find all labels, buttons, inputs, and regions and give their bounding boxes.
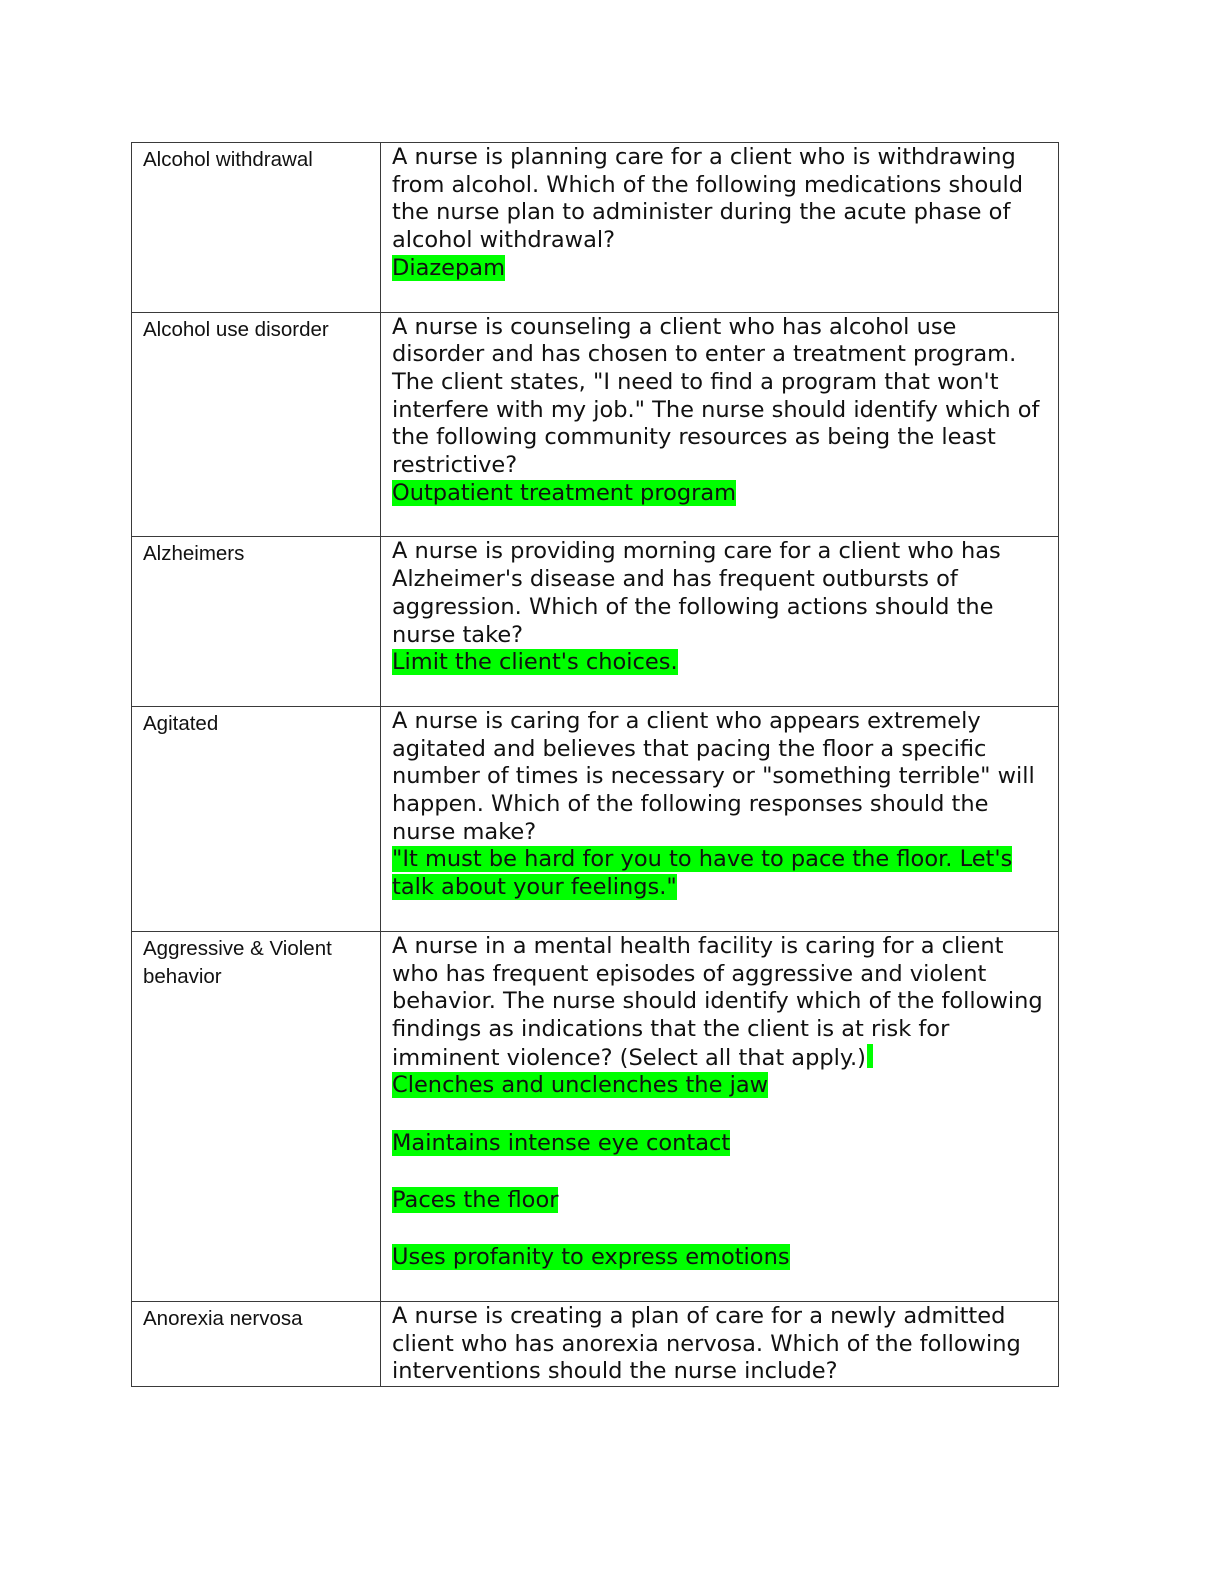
table-row [132, 706, 1059, 931]
table-row [132, 312, 1059, 537]
topic-label: Alcohol use disorder [143, 317, 329, 341]
question-text: A nurse is providing morning care for a client who has Alzheimer's disease and has frequent outbursts of aggression. Which of the following actions should the nurse take? [392, 538, 1001, 648]
question-cell [381, 931, 1059, 1301]
table-row [132, 931, 1059, 1301]
question-cell [381, 1301, 1059, 1386]
table-row [132, 143, 1059, 313]
question-text: A nurse is counseling a client who has alcohol use disorder and has chosen to enter a treatment program. The client states, "I need to find a program that won't interfere with my job." The nurse should identify which of the following community resources as being the least restrictive? [392, 313, 1040, 479]
topic-cell [132, 312, 381, 537]
topic-cell [132, 537, 381, 707]
question-cell [381, 537, 1059, 707]
topic-cell [132, 706, 381, 931]
answer-highlight: Uses profanity to express emotions [392, 1244, 790, 1271]
highlight-marker [867, 1044, 873, 1068]
question-text: A nurse is caring for a client who appears extremely agitated and believes that pacing the floor a specific number of times is necessary or "something terrible" will happen. Which of the following responses should the nurse make? [392, 707, 1035, 845]
answer-highlight: Outpatient treatment program [392, 479, 737, 506]
topic-label: Aggressive & Violent behavior [143, 936, 332, 988]
answer-highlight: Paces the floor [392, 1186, 559, 1213]
topic-label: Anorexia nervosa [143, 1306, 303, 1330]
topic-cell [132, 143, 381, 313]
topic-label: Alcohol withdrawal [143, 148, 313, 171]
answer-highlight: Clenches and unclenches the jaw [392, 1072, 769, 1099]
answer-highlight: Diazepam [392, 254, 506, 281]
question-cell [381, 143, 1059, 313]
answer-highlight: "It must be hard for you to have to pace the floor. Let's talk about your feelings." [392, 846, 1013, 901]
answer-highlight: Limit the client's choices. [392, 649, 678, 676]
question-text: A nurse is creating a plan of care for a newly admitted client who has anorexia nervosa. Which of the following interventions should the nurse include? [392, 1302, 1021, 1385]
question-cell [381, 312, 1059, 537]
question-text: A nurse in a mental health facility is caring for a client who has frequent episodes of aggressive and violent behavior. The nurse should identify which of the following findings as indications that the client is at risk for imminent violence? (Select all that apply.) [392, 932, 1043, 1071]
table-row [132, 1301, 1059, 1386]
question-text: A nurse is planning care for a client who is withdrawing from alcohol. Which of the following medications should the nurse plan to administer during the acute phase of alcohol withdrawal? [392, 144, 1023, 254]
topic-cell [132, 931, 381, 1301]
study-table [131, 142, 1059, 1387]
answer-highlight: Maintains intense eye contact [392, 1129, 731, 1156]
table-row [132, 537, 1059, 707]
question-cell [381, 706, 1059, 931]
topic-label: Agitated [143, 711, 219, 735]
topic-cell [132, 1301, 381, 1386]
topic-label: Alzheimers [143, 542, 245, 566]
